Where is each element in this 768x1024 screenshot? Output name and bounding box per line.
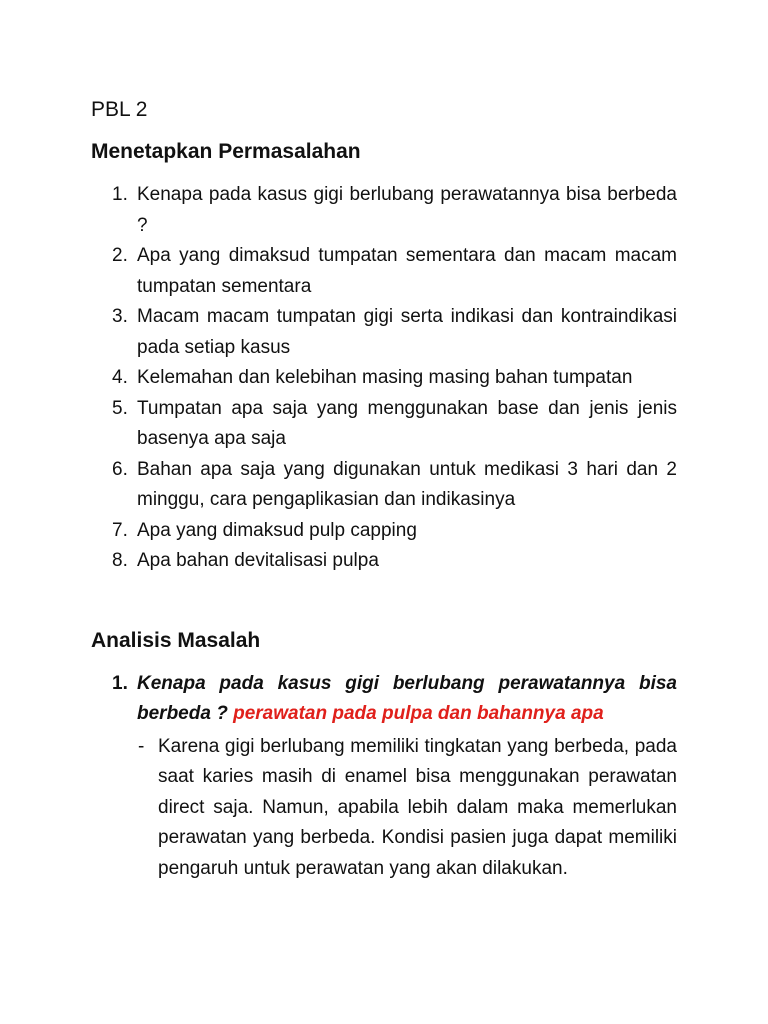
analysis-note: perawatan pada pulpa dan bahannya apa bbox=[233, 703, 604, 724]
list-item bbox=[91, 363, 677, 394]
document-label: PBL 2 bbox=[91, 98, 148, 121]
analysis-item bbox=[91, 669, 677, 730]
list-number: 2. bbox=[112, 245, 128, 266]
section-gap bbox=[91, 577, 677, 627]
list-item-text: Apa yang dimaksud pulp capping bbox=[137, 519, 417, 541]
list-item bbox=[91, 516, 677, 547]
list-number: 6. bbox=[112, 458, 128, 480]
list-number: 5. bbox=[112, 397, 128, 419]
analysis-number: 1. bbox=[112, 672, 128, 694]
bullet-dash: - bbox=[138, 735, 145, 757]
list-number: 7. bbox=[112, 519, 128, 541]
list-item-text: Bahan apa saja yang digunakan untuk medikasi 3 hari dan 2 minggu, cara pengaplikasian dan indikasinya bbox=[137, 458, 677, 510]
document-page bbox=[91, 96, 677, 884]
list-item bbox=[91, 546, 677, 577]
list-item bbox=[91, 455, 677, 516]
list-item-text: Kenapa pada kasus gigi berlubang perawatannya bisa berbeda ? bbox=[137, 184, 677, 236]
list-item-text: Kelemahan dan kelebihan masing masing bahan tumpatan bbox=[137, 367, 633, 388]
analysis-heading: Analisis Masalah bbox=[91, 628, 261, 652]
list-item-text: Tumpatan apa saja yang menggunakan base dan jenis jenis basenya apa saja bbox=[137, 397, 677, 449]
question-list bbox=[91, 180, 677, 577]
list-item bbox=[91, 302, 677, 363]
list-item-text: Apa bahan devitalisasi pulpa bbox=[137, 550, 379, 571]
list-number: 8. bbox=[112, 550, 128, 571]
list-number: 3. bbox=[112, 306, 128, 327]
analysis-question: Kenapa pada kasus gigi berlubang perawatannya bisa berbeda ? bbox=[137, 672, 677, 724]
list-number: 4. bbox=[112, 367, 128, 388]
problem-heading: Menetapkan Permasalahan bbox=[91, 140, 361, 163]
list-number: 1. bbox=[112, 184, 128, 205]
list-item bbox=[91, 180, 677, 241]
bullet-text: Karena gigi berlubang memiliki tingkatan yang berbeda, pada saat karies masih di enamel bisa menggunakan perawatan direct saja. Namun, apabila lebih dalam maka memerlukan perawatan yang berbeda. Kondisi pasien juga dapat memiliki pengaruh untuk perawatan yang akan dilakukan. bbox=[158, 735, 677, 879]
list-item-text: Macam macam tumpatan gigi serta indikasi dan kontraindikasi pada setiap kasus bbox=[137, 306, 677, 358]
analysis-bullet bbox=[91, 732, 677, 885]
list-item bbox=[91, 241, 677, 302]
list-item bbox=[91, 394, 677, 455]
list-item-text: Apa yang dimaksud tumpatan sementara dan macam macam tumpatan sementara bbox=[137, 245, 677, 297]
